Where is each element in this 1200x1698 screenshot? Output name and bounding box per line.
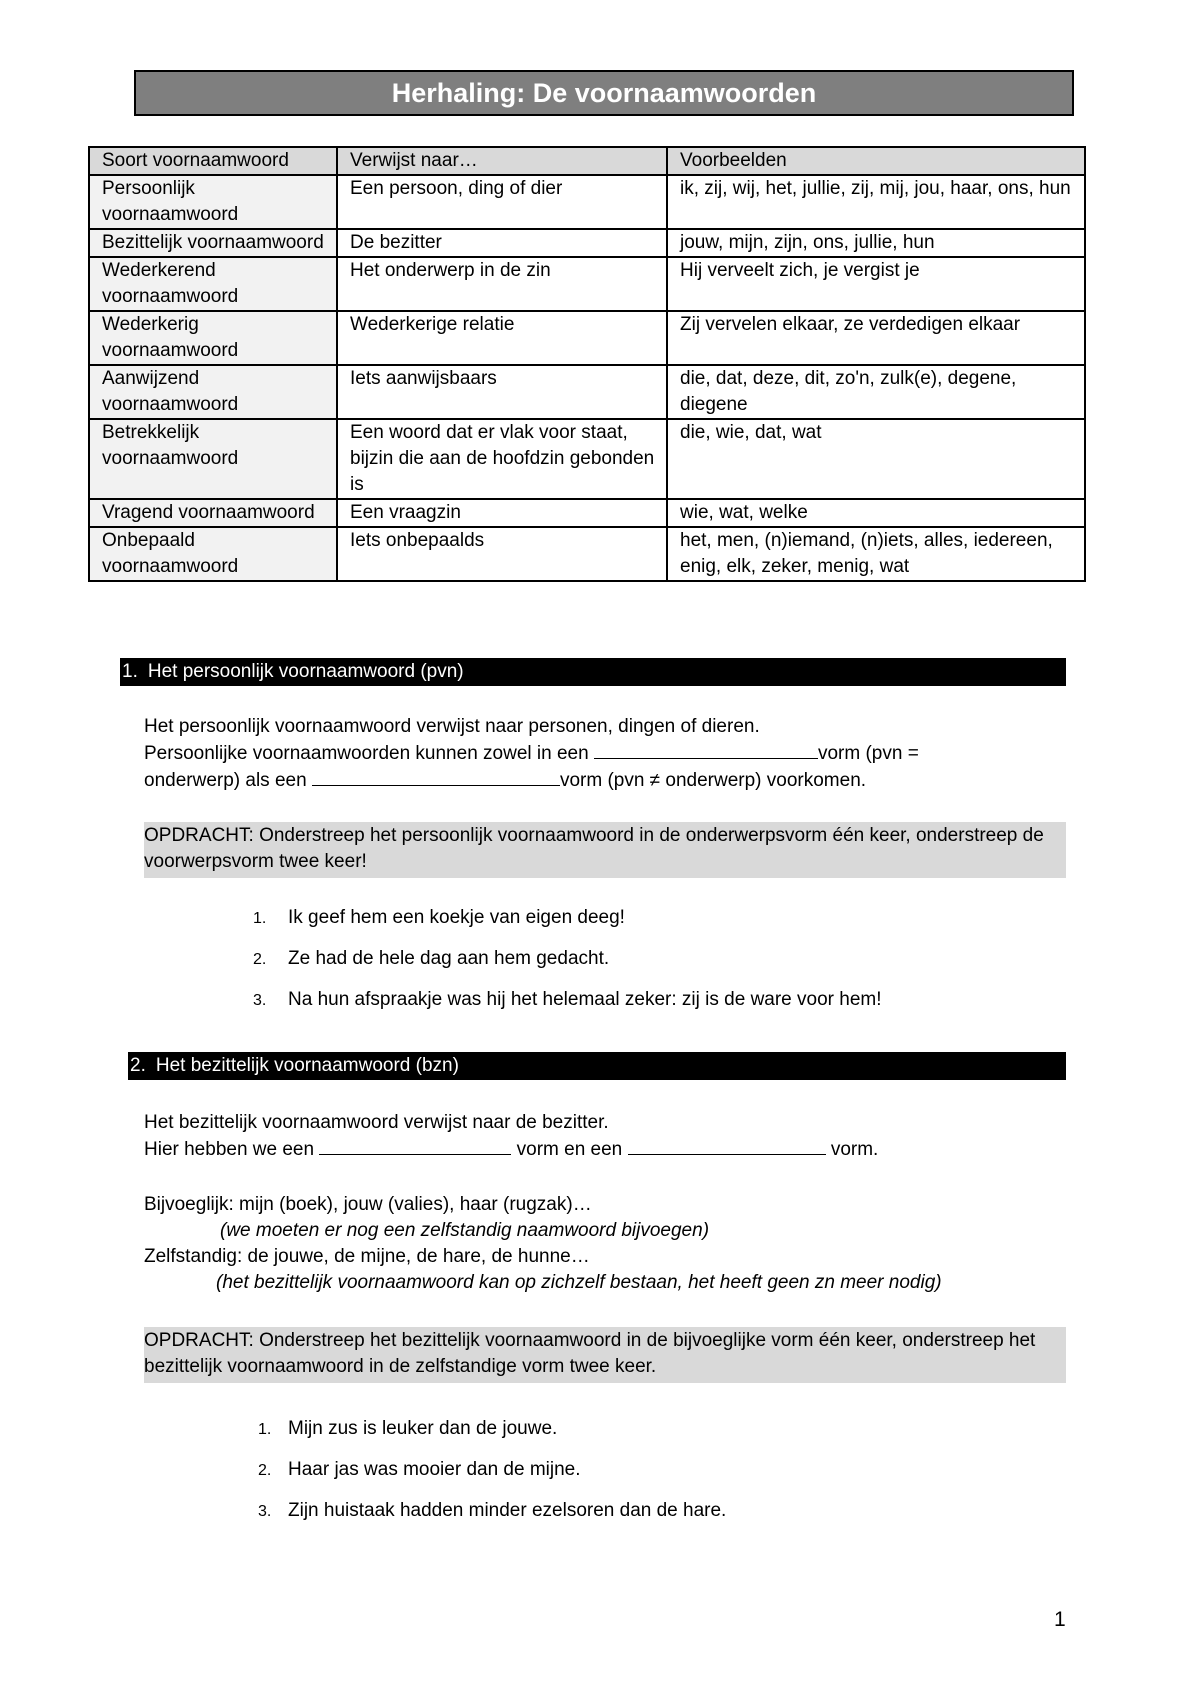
exercise-item [253,905,625,932]
table-header-row [89,147,1085,175]
intro-line-with-blank [144,740,1074,767]
text-fragment: vorm (pvn ≠ onderwerp) voorkomen. [559,770,867,791]
table-cell: Onbepaald voornaamwoord [89,527,337,581]
pvn-intro-text [144,714,1074,794]
table-cell: Betrekkelijk voornaamwoord [89,419,337,499]
exercise-text[interactable]: Na hun afspraakje was hij het helemaal zeker: zij is de ware voor hem! [288,989,882,1010]
section-heading-pvn [120,658,1066,686]
exercise-text[interactable]: Mijn zus is leuker dan de jouwe. [288,1418,558,1439]
exercise-item [253,987,882,1014]
pronoun-summary-table [88,146,1086,582]
table-row [89,257,1085,311]
exercise-item [258,1498,726,1525]
table-cell: het, men, (n)iemand, (n)iets, alles, iedereen, enig, elk, zeker, menig, wat [667,527,1085,581]
table-cell: Vragend voornaamwoord [89,499,337,527]
exercise-item [258,1457,581,1484]
independent-note: (het bezittelijk voornaamwoord kan op zichzelf bestaan, het heeft geen zn meer nodig) [216,1272,942,1293]
intro-line-with-blank [144,767,1074,794]
fill-in-blank[interactable] [319,1136,511,1155]
table-row [89,229,1085,257]
table-row [89,175,1085,229]
intro-line: Het persoonlijk voornaamwoord verwijst naar personen, dingen of dieren. [144,716,760,737]
assignment-box: OPDRACHT: Onderstreep het persoonlijk voornaamwoord in de onderwerpsvorm één keer, onderstreep de voorwerpsvorm twee keer! [144,822,1066,878]
fill-in-blank[interactable] [594,740,818,759]
fill-in-blank[interactable] [628,1136,826,1155]
exercise-number: 3. [253,992,267,1009]
exercise-item [258,1416,557,1443]
table-cell: Zij vervelen elkaar, ze verdedigen elkaar [667,311,1085,365]
exercise-number: 1. [253,910,267,927]
table-cell: Persoonlijk voornaamwoord [89,175,337,229]
table-cell: jouw, mijn, zijn, ons, jullie, hun [667,229,1085,257]
exercise-number: 1. [258,1421,272,1438]
bzn-forms [144,1192,1074,1296]
attributive-note: (we moeten er nog een zelfstandig naamwoord bijvoegen) [220,1220,710,1241]
exercise-number: 3. [258,1503,272,1520]
text-fragment: vorm (pvn = [817,743,919,764]
text-fragment: Hier hebben we een [144,1139,315,1160]
section-title: Het bezittelijk voornaamwoord (bzn) [155,1055,459,1076]
table-cell: Aanwijzend voornaamwoord [89,365,337,419]
exercise-text[interactable]: Zijn huistaak hadden minder ezelsoren dan de hare. [288,1500,727,1521]
table-row [89,527,1085,581]
table-cell: ik, zij, wij, het, jullie, zij, mij, jou, haar, ons, hun [667,175,1085,229]
assignment-box: OPDRACHT: Onderstreep het bezittelijk voornaamwoord in de bijvoeglijke vorm één keer, onderstreep het bezittelijk voornaamwoord in de zelfstandige vorm twee keer. [144,1327,1066,1383]
table-cell: Een persoon, ding of dier [337,175,667,229]
table-cell: Wederkerend voornaamwoord [89,257,337,311]
table-header-cell: Soort voornaamwoord [89,147,337,175]
section-heading-bzn [128,1052,1066,1080]
table-cell: Hij verveelt zich, je vergist je [667,257,1085,311]
section-number: 2. [130,1055,146,1076]
table-cell: Het onderwerp in de zin [337,257,667,311]
exercise-text[interactable]: Ik geef hem een koekje van eigen deeg! [288,907,625,928]
table-cell: die, wie, dat, wat [667,419,1085,499]
table-cell: Wederkerig voornaamwoord [89,311,337,365]
table-row [89,499,1085,527]
table-cell: Iets aanwijsbaars [337,365,667,419]
bzn-intro-text [144,1110,1074,1163]
table-row [89,311,1085,365]
table-cell: die, dat, deze, dit, zo'n, zulk(e), degene, diegene [667,365,1085,419]
exercise-number: 2. [258,1462,272,1479]
text-fragment: Persoonlijke voornaamwoorden kunnen zowel in een [144,743,589,764]
table-row [89,365,1085,419]
table-row [89,419,1085,499]
fill-in-blank[interactable] [312,767,560,786]
text-fragment: onderwerp) als een [144,770,307,791]
table-cell: Een woord dat er vlak voor staat, bijzin die aan de hoofdzin gebonden is [337,419,667,499]
table-header-cell: Voorbeelden [667,147,1085,175]
section-number: 1. [122,661,138,682]
exercise-item [253,946,609,973]
text-fragment: vorm. [830,1139,879,1160]
exercise-text[interactable]: Haar jas was mooier dan de mijne. [288,1459,581,1480]
exercise-text[interactable]: Ze had de hele dag aan hem gedacht. [288,948,610,969]
page-number: 1 [1054,1608,1066,1631]
section-title: Het persoonlijk voornaamwoord (pvn) [147,661,464,682]
table-cell: wie, wat, welke [667,499,1085,527]
table-cell: Iets onbepaalds [337,527,667,581]
table-cell: Bezittelijk voornaamwoord [89,229,337,257]
independent-form-line: Zelfstandig: de jouwe, de mijne, de hare, de hunne… [144,1246,590,1267]
intro-line-with-blank [144,1136,1074,1163]
page-title: Herhaling: De voornaamwoorden [134,70,1074,116]
exercise-number: 2. [253,951,267,968]
text-fragment: vorm en een [516,1139,623,1160]
table-cell: De bezitter [337,229,667,257]
table-cell: Wederkerige relatie [337,311,667,365]
intro-line: Het bezittelijk voornaamwoord verwijst naar de bezitter. [144,1112,609,1133]
attributive-form-line: Bijvoeglijk: mijn (boek), jouw (valies), haar (rugzak)… [144,1194,592,1215]
table-header-cell: Verwijst naar… [337,147,667,175]
table-cell: Een vraagzin [337,499,667,527]
